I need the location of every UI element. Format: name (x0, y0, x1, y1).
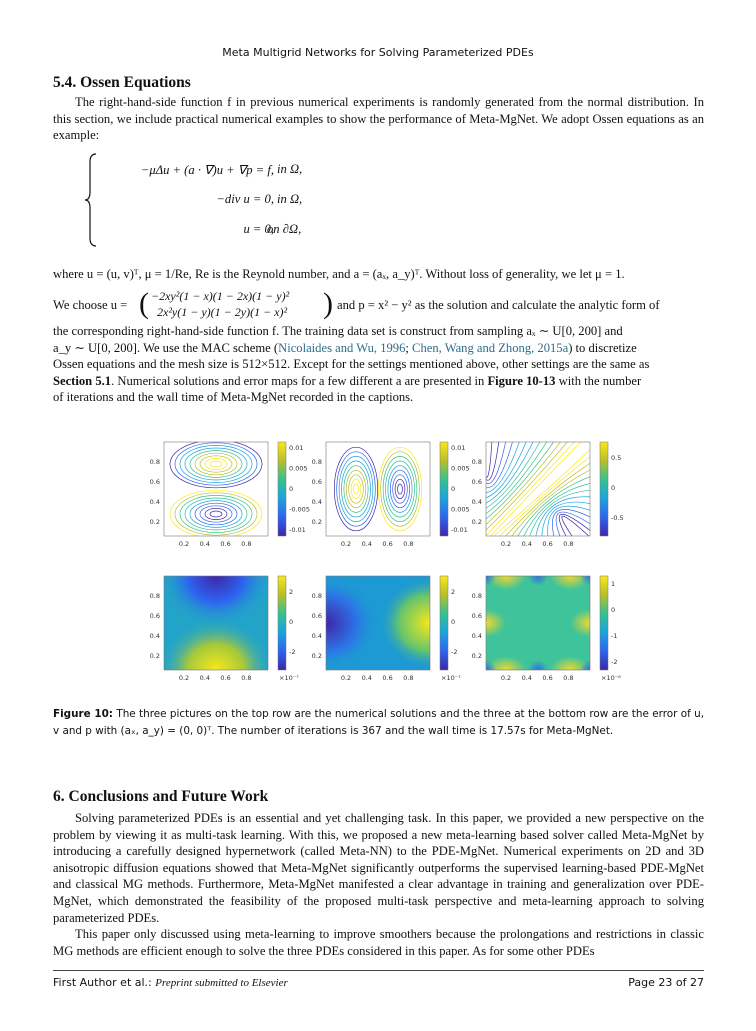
x-tick-label: 0.6 (220, 540, 231, 548)
footer-author: First Author et al.: (53, 976, 152, 989)
y-tick-label: 0.2 (149, 652, 160, 660)
figure-ref-10-13[interactable]: Figure 10-13 (487, 373, 556, 388)
colorbar-tick-label: 0.005 (451, 505, 470, 514)
equation-1-domain: in Ω, (277, 162, 303, 176)
colorbar (600, 442, 608, 536)
x-tick-label: 0.6 (542, 540, 553, 548)
rest-line-2: a_y ∼ U[0, 200]. We use the MAC scheme (Nicolaides and Wu, 1996; Chen, Wang and Zhong, 2015a) to discretize (53, 340, 637, 355)
x-tick-label: 0.8 (241, 674, 252, 682)
x-tick-label: 0.2 (178, 540, 190, 548)
rest-line-5: of iterations and the wall time of Meta-MgNet recorded in the captions. (53, 390, 414, 405)
x-tick-label: 0.8 (563, 674, 574, 682)
x-tick-label: 0.2 (500, 540, 512, 548)
colorbar-tick-label: 2 (451, 588, 456, 596)
panel-error-p-content (466, 562, 610, 684)
y-tick-label: 0.6 (149, 612, 160, 620)
colorbar (278, 576, 286, 670)
section-heading-6: 6. Conclusions and Future Work (53, 788, 269, 805)
colorbar-tick-label: 0 (289, 618, 294, 626)
equation-system (84, 152, 334, 248)
x-tick-label: 0.6 (220, 674, 231, 682)
matrix-left-paren: ( (139, 287, 149, 320)
section-heading-5-4: 5.4. Ossen Equations (53, 74, 191, 91)
panel-contour-u (150, 440, 310, 548)
y-tick-label: 0.2 (149, 518, 160, 526)
panel-contour-p-content (484, 440, 592, 543)
colorbar-tick-label: -2 (611, 658, 618, 666)
conclusion-paragraph-1: Solving parameterized PDEs is an essential and yet challenging task. In this paper, we provided a new perspective on the problem by viewing it as multi-task learning. With this, we proposed a new meta-learning based solver called Meta-MgNet by introducing a carefully designed hypernetwork (called Meta-NN) to the PDE-MgNet. Numerical experiments on 2D and 3D anisotropic diffusion equations showed that Meta-MgNet significantly outperforms the supervised learning-based PDE-MgNet and classical MG methods. Furthermore, Meta-MgNet manifested a clear advantage in training and generalization over PDE-MgNet, which demonstrated the feasibility of the proposed multi-task perspective and meta-learning approach to solving parameterized PDEs. (53, 811, 704, 925)
panel-contour-v (312, 442, 470, 548)
intro-paragraph: The right-hand-side function f in previous numerical experiments is randomly generated from the normal distribution. In this section, we include practical numerical examples to show the performance of Meta-MgNet. We adopt Ossen equations as an example: (53, 95, 704, 143)
y-tick-label: 0.6 (471, 478, 482, 486)
x-tick-label: 0.4 (361, 674, 372, 682)
colorbar-tick-label: 0 (611, 606, 616, 614)
colorbar-exponent: ×10⁻⁶ (601, 674, 621, 682)
x-tick-label: 0.6 (382, 540, 393, 548)
colorbar-tick-label: 0.005 (289, 464, 308, 473)
panel-error-p (466, 562, 621, 684)
colorbar (440, 576, 448, 670)
choose-text-2: and p = x² − y² as the solution and calculate the analytic form of (337, 298, 660, 312)
y-tick-label: 0.2 (311, 652, 322, 660)
equation-2: −div u = 0, (216, 192, 274, 206)
colorbar-tick-label: -0.01 (289, 526, 306, 534)
equation-3: u = 0, (243, 222, 274, 236)
figure-10-caption (53, 706, 704, 739)
y-tick-label: 0.6 (471, 612, 482, 620)
colorbar-tick-label: 0 (451, 618, 456, 626)
colorbar (600, 576, 608, 670)
colorbar (278, 442, 286, 536)
colorbar-tick-label: 0 (289, 485, 294, 493)
footer-left (53, 976, 288, 989)
y-tick-label: 0.8 (149, 458, 160, 466)
y-tick-label: 0.8 (471, 458, 482, 466)
section-6-body (53, 810, 704, 959)
equation-2-domain: in Ω, (277, 192, 303, 206)
x-tick-label: 0.8 (241, 540, 252, 548)
x-tick-label: 0.6 (542, 674, 553, 682)
y-tick-label: 0.4 (471, 498, 482, 506)
y-tick-label: 0.6 (311, 612, 322, 620)
y-tick-label: 0.6 (149, 478, 160, 486)
colorbar-tick-label: 0.5 (611, 454, 622, 462)
colorbar-tick-label: -0.005 (289, 505, 310, 514)
colorbar-tick-label: -2 (289, 648, 296, 656)
colorbar-tick-label: 0 (611, 484, 616, 492)
section-5-4-intro (53, 94, 704, 144)
equation-1: −μΔu + (a · ∇)u + ∇p = f, (140, 163, 274, 177)
running-header: Meta Multigrid Networks for Solving Parameterized PDEs (222, 46, 534, 59)
panel-error-v (312, 576, 461, 682)
x-tick-label: 0.2 (340, 540, 352, 548)
rest-line-1: the corresponding right-hand-side function f. The training data set is construct from sampling aₓ ∼ U[0, 200] and (53, 324, 623, 338)
section-ref-5-1[interactable]: Section 5.1 (53, 373, 112, 388)
x-tick-label: 0.8 (403, 540, 414, 548)
x-tick-label: 0.4 (361, 540, 372, 548)
where-line: where u = (u, v)ᵀ, μ = 1/Re, Re is the Reynold number, and a = (aₓ, a_y)ᵀ. Without loss of generality, we let μ = 1. (53, 267, 625, 281)
colorbar-exponent: ×10⁻⁷ (441, 674, 461, 682)
error-max-region (164, 576, 268, 670)
choose-line (53, 288, 704, 322)
rest-line-3: Ossen equations and the mesh size is 512×512. Except for the settings mentioned above, other settings are the same as (53, 357, 650, 372)
x-tick-label: 0.4 (521, 540, 532, 548)
x-tick-label: 0.6 (382, 674, 393, 682)
figure-10 (140, 440, 624, 690)
x-tick-label: 0.4 (521, 674, 532, 682)
y-tick-label: 0.8 (471, 592, 482, 600)
citation-nicolaides-wu[interactable]: Nicolaides and Wu, 1996 (278, 340, 406, 355)
panel-contour-p (472, 440, 624, 548)
y-tick-label: 0.2 (311, 518, 322, 526)
section-5-4-rest (53, 323, 704, 406)
colorbar-tick-label: 1 (611, 580, 616, 588)
rest-line-4: Section 5.1. Numerical solutions and error maps for a few different a are presented in Figure 10-13 with the number (53, 373, 642, 388)
citation-chen-wang-zhong[interactable]: Chen, Wang and Zhong, 2015a (412, 340, 569, 355)
y-tick-label: 0.8 (311, 592, 322, 600)
panel-contour-u-content (164, 440, 268, 538)
y-tick-label: 0.8 (311, 458, 322, 466)
y-tick-label: 0.4 (149, 632, 160, 640)
matrix-row-2: 2x²y(1 − y)(1 − 2y)(1 − x)² (157, 305, 288, 319)
x-tick-label: 0.4 (199, 540, 210, 548)
y-tick-label: 0.2 (471, 652, 482, 660)
x-tick-label: 0.4 (199, 674, 210, 682)
colorbar-tick-label: -2 (451, 648, 458, 656)
x-tick-label: 0.2 (500, 674, 512, 682)
choose-text-1: We choose u = (53, 298, 128, 312)
colorbar-tick-label: -0.01 (451, 526, 468, 534)
matrix-row-1: −2xy²(1 − x)(1 − 2x)(1 − y)² (151, 289, 290, 303)
x-tick-label: 0.2 (178, 674, 190, 682)
colorbar-exponent: ×10⁻⁷ (279, 674, 299, 682)
footer-rule (53, 970, 704, 971)
matrix-right-paren: ) (323, 287, 333, 320)
equation-3-domain: on ∂Ω, (267, 222, 302, 236)
conclusion-paragraph-2: This paper only discussed using meta-learning to improve smoothers because the prolongations and restrictions in classic MG methods are efficient enough to solve the three PDEs considered in this paper. As for some other PDEs (53, 927, 704, 958)
caption-text: The three pictures on the top row are the numerical solutions and the three at the bottom row are the error of u, v and p with (aₓ, a_y) = (0, 0)ᵀ. The number of iterations is 367 and the wall time is 17.57s for Meta-MgNet. (53, 708, 704, 737)
colorbar-tick-label: 2 (289, 588, 294, 596)
panel-contour-v-content (326, 442, 430, 536)
x-tick-label: 0.2 (340, 674, 352, 682)
y-tick-label: 0.4 (149, 498, 160, 506)
colorbar-tick-label: 0 (451, 485, 456, 493)
colorbar-tick-label: -0.5 (611, 514, 624, 522)
colorbar-tick-label: 0.01 (451, 444, 466, 452)
colorbar-tick-label: 0.01 (289, 444, 304, 452)
caption-label: Figure 10: (53, 708, 113, 720)
panel-error-v-content (326, 576, 430, 670)
left-brace (84, 152, 98, 248)
y-tick-label: 0.8 (149, 592, 160, 600)
y-tick-label: 0.2 (471, 518, 482, 526)
y-tick-label: 0.4 (311, 498, 322, 506)
footer-page-number: Page 23 of 27 (628, 976, 704, 989)
panel-error-u-content (164, 576, 268, 670)
figure-10-panels (140, 440, 624, 690)
panel-error-u (150, 576, 299, 682)
y-tick-label: 0.4 (471, 632, 482, 640)
footer-journal: Preprint submitted to Elsevier (155, 977, 288, 989)
y-tick-label: 0.4 (311, 632, 322, 640)
error-max-region (326, 576, 430, 670)
x-tick-label: 0.8 (403, 674, 414, 682)
colorbar-tick-label: 0.005 (451, 464, 470, 473)
colorbar (440, 442, 448, 536)
colorbar-tick-label: -1 (611, 632, 618, 640)
y-tick-label: 0.6 (311, 478, 322, 486)
x-tick-label: 0.8 (563, 540, 574, 548)
